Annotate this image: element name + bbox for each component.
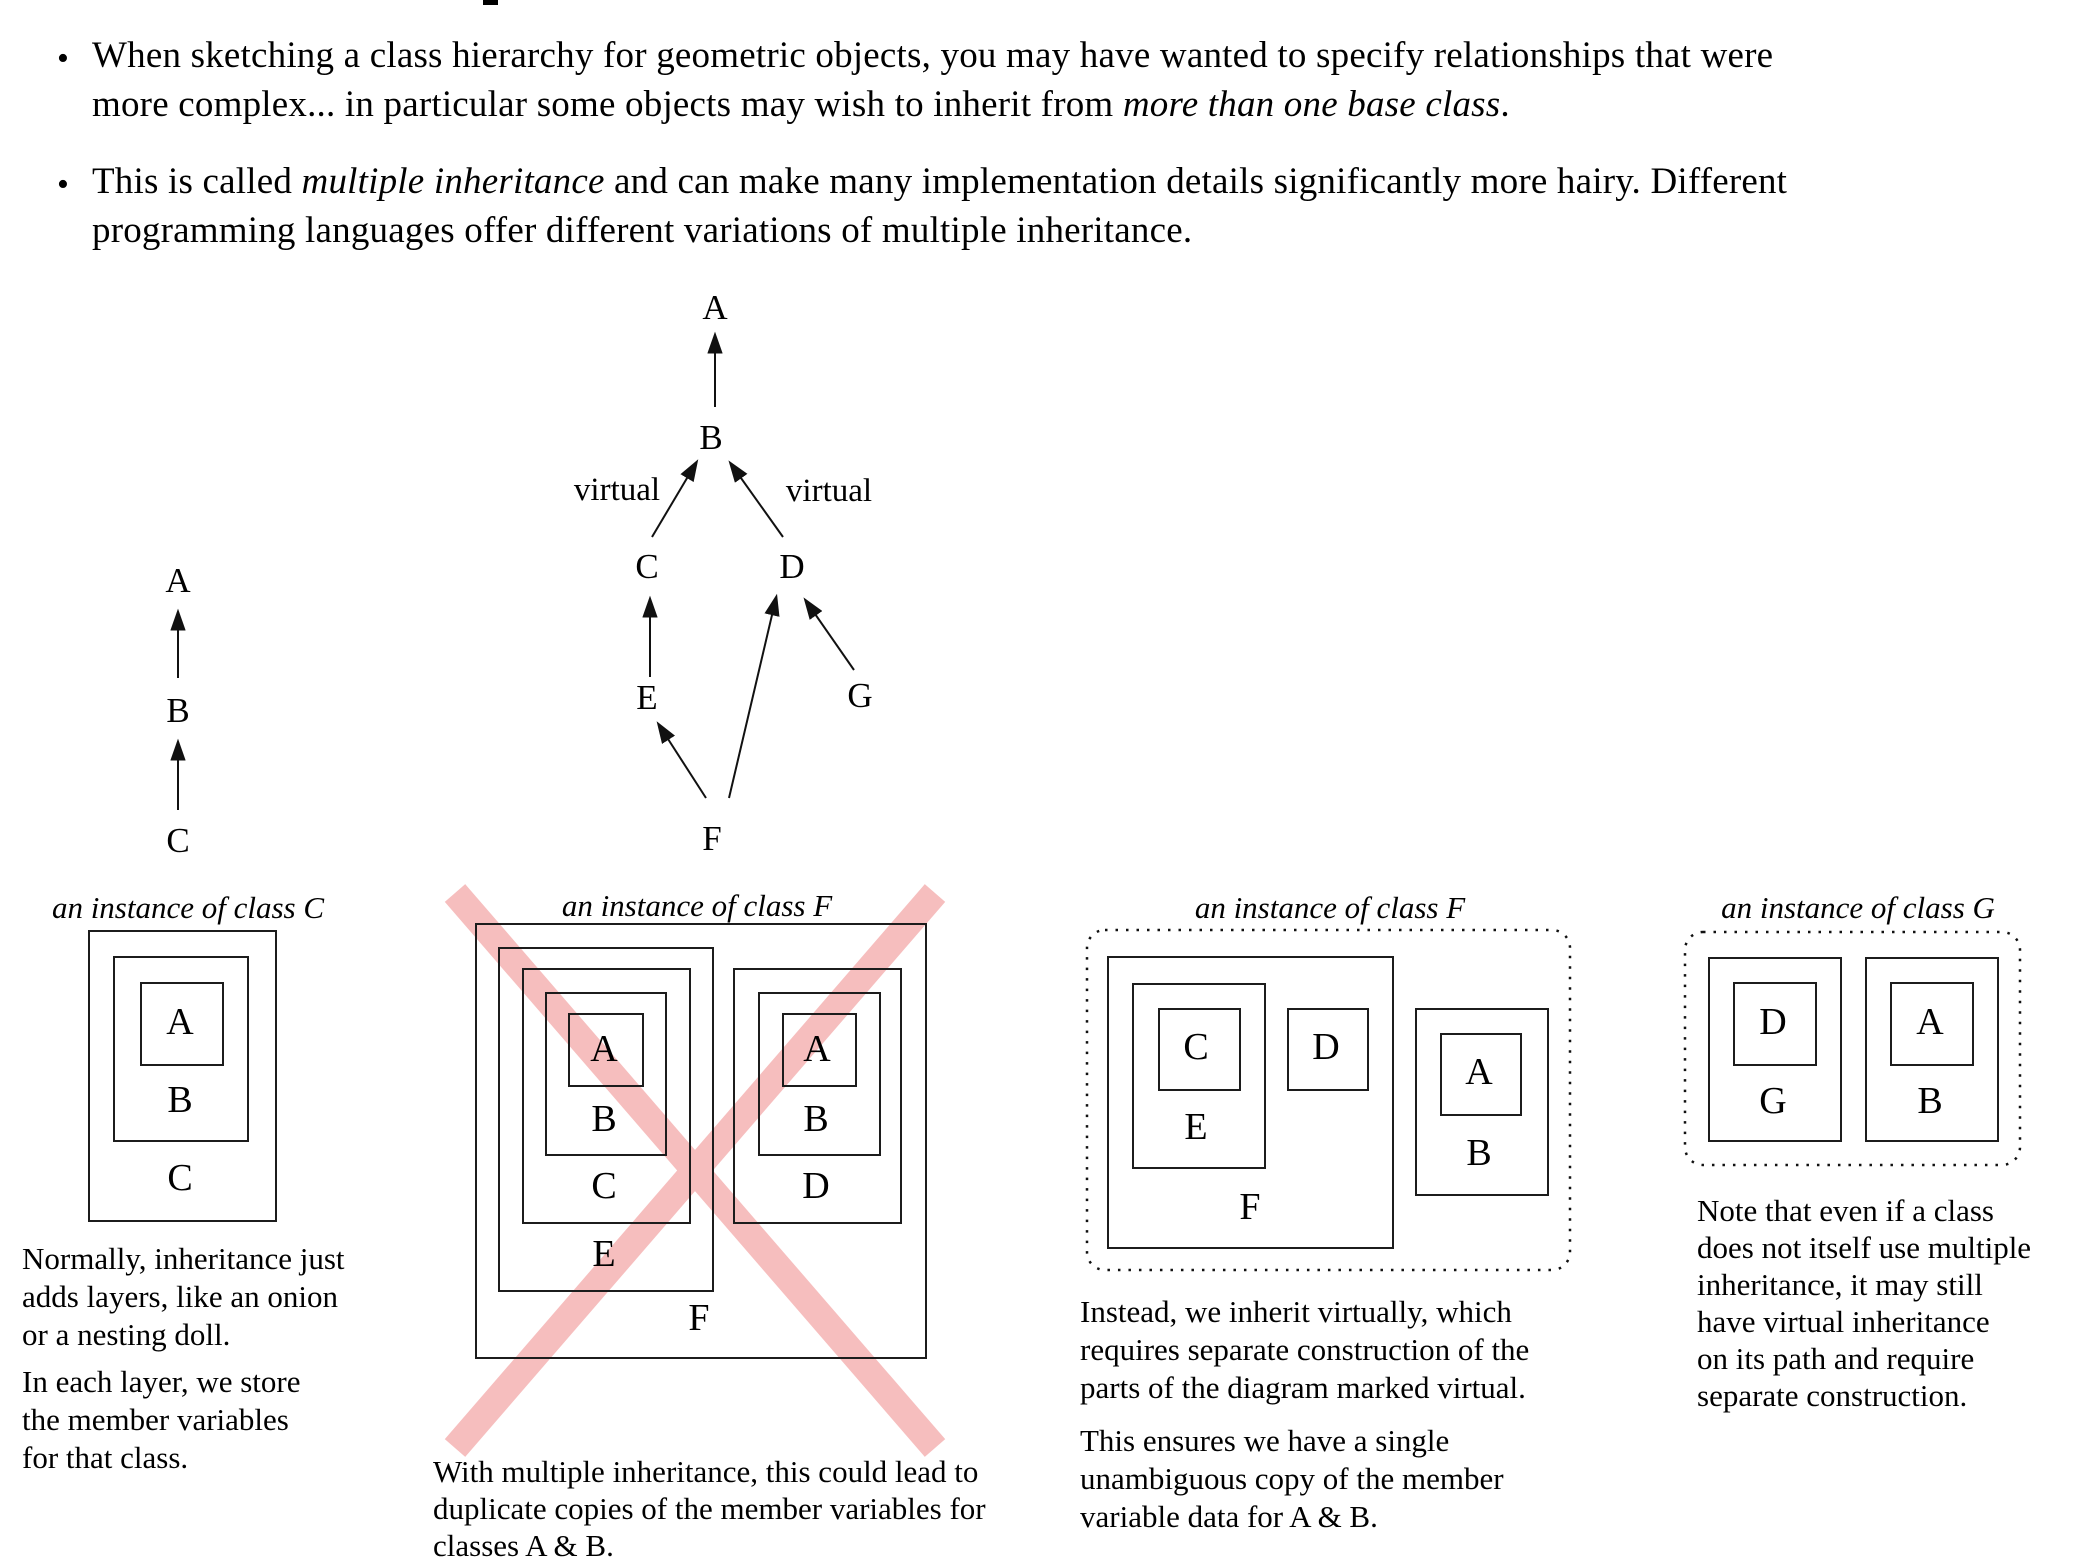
virtual-label-right: virtual [785, 473, 873, 509]
bullet-1-line-2: more complex... in particular some objects may wish to inherit from more than one base class. [92, 84, 1510, 125]
instance-f-virtual-title: an instance of class F [1194, 890, 1466, 925]
caption-note [1697, 1192, 2031, 1414]
bullet-2-line-1: This is called multiple inheritance and can make many implementation details significantly more hairy. Different [92, 161, 1788, 202]
arrow-f-to-e [659, 725, 706, 798]
instance-f-virtual-label-e: E [1184, 1106, 1208, 1148]
bullet-marker-2: • [57, 166, 69, 203]
instance-f-virtual-label-b: B [1466, 1132, 1492, 1174]
single-node-b: B [166, 691, 190, 730]
caption-line: on its path and require [1697, 1341, 1975, 1376]
main-node-f: F [702, 819, 722, 858]
instance-f-virtual-label-c: C [1183, 1026, 1209, 1068]
instance-c-label-a: A [166, 1001, 194, 1043]
instance-f-virtual-label-a: A [1465, 1051, 1493, 1093]
caption-line: classes A & B. [433, 1528, 614, 1562]
caption-line: for that class. [22, 1440, 189, 1475]
instance-f-dup-label-c: C [591, 1165, 617, 1207]
instance-g-label-a: A [1916, 1001, 1944, 1043]
instance-f-dup-label-b-right: B [803, 1098, 829, 1140]
caption-line: variable data for A & B. [1080, 1499, 1378, 1534]
instance-f-dup-label-e: E [592, 1233, 616, 1275]
arrow-f-to-d [729, 598, 776, 798]
caption-line: or a nesting doll. [22, 1317, 231, 1352]
caption-line: does not itself use multiple [1697, 1230, 2032, 1265]
instance-g-label-g: G [1759, 1080, 1787, 1122]
caption-line: the member variables [22, 1402, 289, 1437]
instance-f-virtual-label-f: F [1239, 1186, 1261, 1228]
bullet-1-line-1: When sketching a class hierarchy for geometric objects, you may have wanted to specify relationships that were [92, 35, 1774, 76]
main-node-e: E [636, 678, 658, 717]
instance-f-dup-label-a-left: A [590, 1028, 618, 1070]
caption-onion-para2 [22, 1363, 300, 1477]
caption-line: adds layers, like an onion [22, 1279, 338, 1314]
instance-c-title: an instance of class C [51, 890, 325, 925]
caption-duplicate [433, 1453, 986, 1562]
virtual-label-left: virtual [573, 472, 661, 508]
arrow-d-to-b-main [731, 464, 783, 537]
bullet-marker-1: • [57, 40, 69, 77]
instance-f-dup-label-f: F [688, 1297, 710, 1339]
caption-line: Instead, we inherit virtually, which [1080, 1294, 1512, 1329]
caption-line: inheritance, it may still [1697, 1267, 1983, 1302]
caption-line: parts of the diagram marked virtual. [1080, 1370, 1526, 1405]
instance-c-label-b: B [167, 1079, 193, 1121]
caption-line: have virtual inheritance [1697, 1304, 1990, 1339]
bullet-2-line-2: programming languages offer different variations of multiple inheritance. [92, 210, 1193, 251]
main-node-d: D [779, 547, 805, 586]
main-node-g: G [847, 676, 873, 715]
caption-line: separate construction. [1697, 1378, 1968, 1413]
main-node-b: B [699, 418, 723, 457]
caption-line: In each layer, we store [22, 1364, 301, 1399]
caption-line: With multiple inheritance, this could lead to [433, 1454, 979, 1489]
caption-onion-para1 [22, 1240, 345, 1354]
instance-g-title: an instance of class G [1721, 890, 1995, 925]
instance-f-dup-label-b-left: B [591, 1098, 617, 1140]
caption-line: unambiguous copy of the member [1080, 1461, 1504, 1496]
single-node-c: C [166, 821, 190, 860]
arrow-g-to-d [806, 601, 854, 670]
caption-line: This ensures we have a single [1080, 1423, 1450, 1458]
instance-f-dup-title: an instance of class F [561, 888, 833, 923]
caption-line: Note that even if a class [1697, 1193, 1994, 1228]
main-node-a: A [702, 288, 728, 327]
caption-line: requires separate construction of the [1080, 1332, 1530, 1367]
instance-f-dup-label-d: D [802, 1165, 830, 1207]
single-node-a: A [165, 561, 191, 600]
instance-g-label-b: B [1917, 1080, 1943, 1122]
caption-virtual-para1 [1080, 1293, 1529, 1407]
instance-c-label-c: C [167, 1157, 193, 1199]
caption-line: duplicate copies of the member variables for [433, 1491, 986, 1526]
hierarchy-multiple [650, 336, 854, 798]
instance-f-virtual-label-d: D [1312, 1026, 1340, 1068]
caption-line: Normally, inheritance just [22, 1241, 345, 1276]
emphasis-more-than-one-base-class: more than one base class [1122, 84, 1501, 125]
emphasis-multiple-inheritance: multiple inheritance [301, 161, 605, 202]
instance-f-dup-label-a-right: A [803, 1028, 831, 1070]
main-node-c: C [635, 547, 659, 586]
instance-g-label-d: D [1759, 1001, 1787, 1043]
caption-virtual-para2 [1080, 1422, 1504, 1536]
